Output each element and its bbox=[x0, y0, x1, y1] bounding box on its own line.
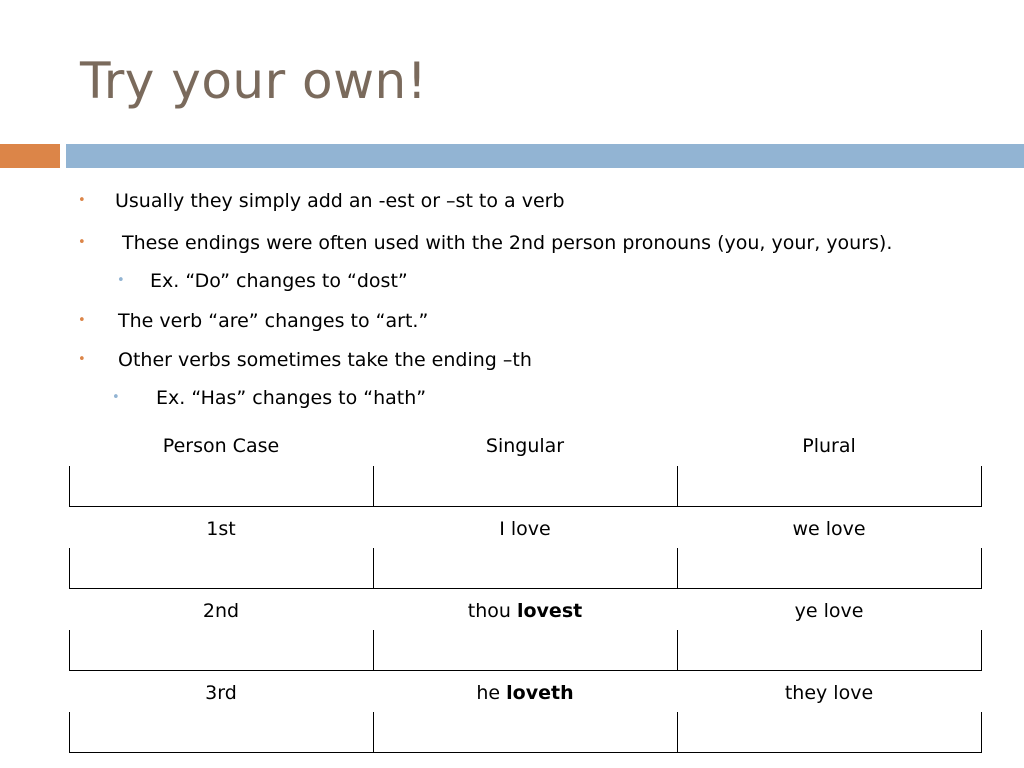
bullet-dot-icon: • bbox=[78, 313, 86, 328]
bullet-dot-icon: • bbox=[112, 390, 120, 405]
table-header-singular: Singular bbox=[485, 435, 565, 457]
table-header-person: Person Case bbox=[162, 435, 280, 457]
table-cell-singular bbox=[373, 517, 677, 541]
table-cell-person: 3rd bbox=[205, 682, 237, 704]
bullet-dot-icon: • bbox=[78, 235, 86, 250]
table-cell-plural: we love bbox=[792, 518, 866, 540]
singular-verb: lovest bbox=[516, 600, 583, 622]
bullet-dot-icon: • bbox=[117, 273, 125, 288]
bullet-text: Ex. “Has” changes to “hath” bbox=[156, 387, 427, 409]
bullet-text: Other verbs sometimes take the ending –th bbox=[118, 349, 532, 371]
table-header-plural: Plural bbox=[802, 435, 856, 457]
table-cell-plural: they love bbox=[784, 682, 874, 704]
singular-pronoun: he bbox=[476, 682, 507, 704]
accent-bar-orange bbox=[0, 144, 60, 168]
bullet-text: Ex. “Do” changes to “dost” bbox=[150, 270, 408, 292]
slide-title: Try your own! bbox=[80, 52, 428, 110]
singular-verb: loveth bbox=[506, 682, 574, 704]
accent-bar-blue bbox=[66, 144, 1024, 168]
bullet-text: These endings were often used with the 2nd person pronouns (you, your, yours). bbox=[122, 232, 893, 254]
table-cell-person: 1st bbox=[206, 518, 236, 540]
bullet-text: Usually they simply add an -est or –st to a verb bbox=[115, 190, 565, 212]
table-cell-person: 2nd bbox=[202, 600, 240, 622]
bullet-dot-icon: • bbox=[78, 193, 86, 208]
table-cell-singular bbox=[373, 681, 677, 705]
singular-pronoun: thou bbox=[467, 600, 517, 622]
table-cell-singular bbox=[373, 599, 677, 623]
bullet-dot-icon: • bbox=[78, 352, 86, 367]
singular-pronoun: I love bbox=[499, 518, 551, 540]
bullet-text: The verb “are” changes to “art.” bbox=[118, 310, 429, 332]
table-cell-plural: ye love bbox=[794, 600, 864, 622]
